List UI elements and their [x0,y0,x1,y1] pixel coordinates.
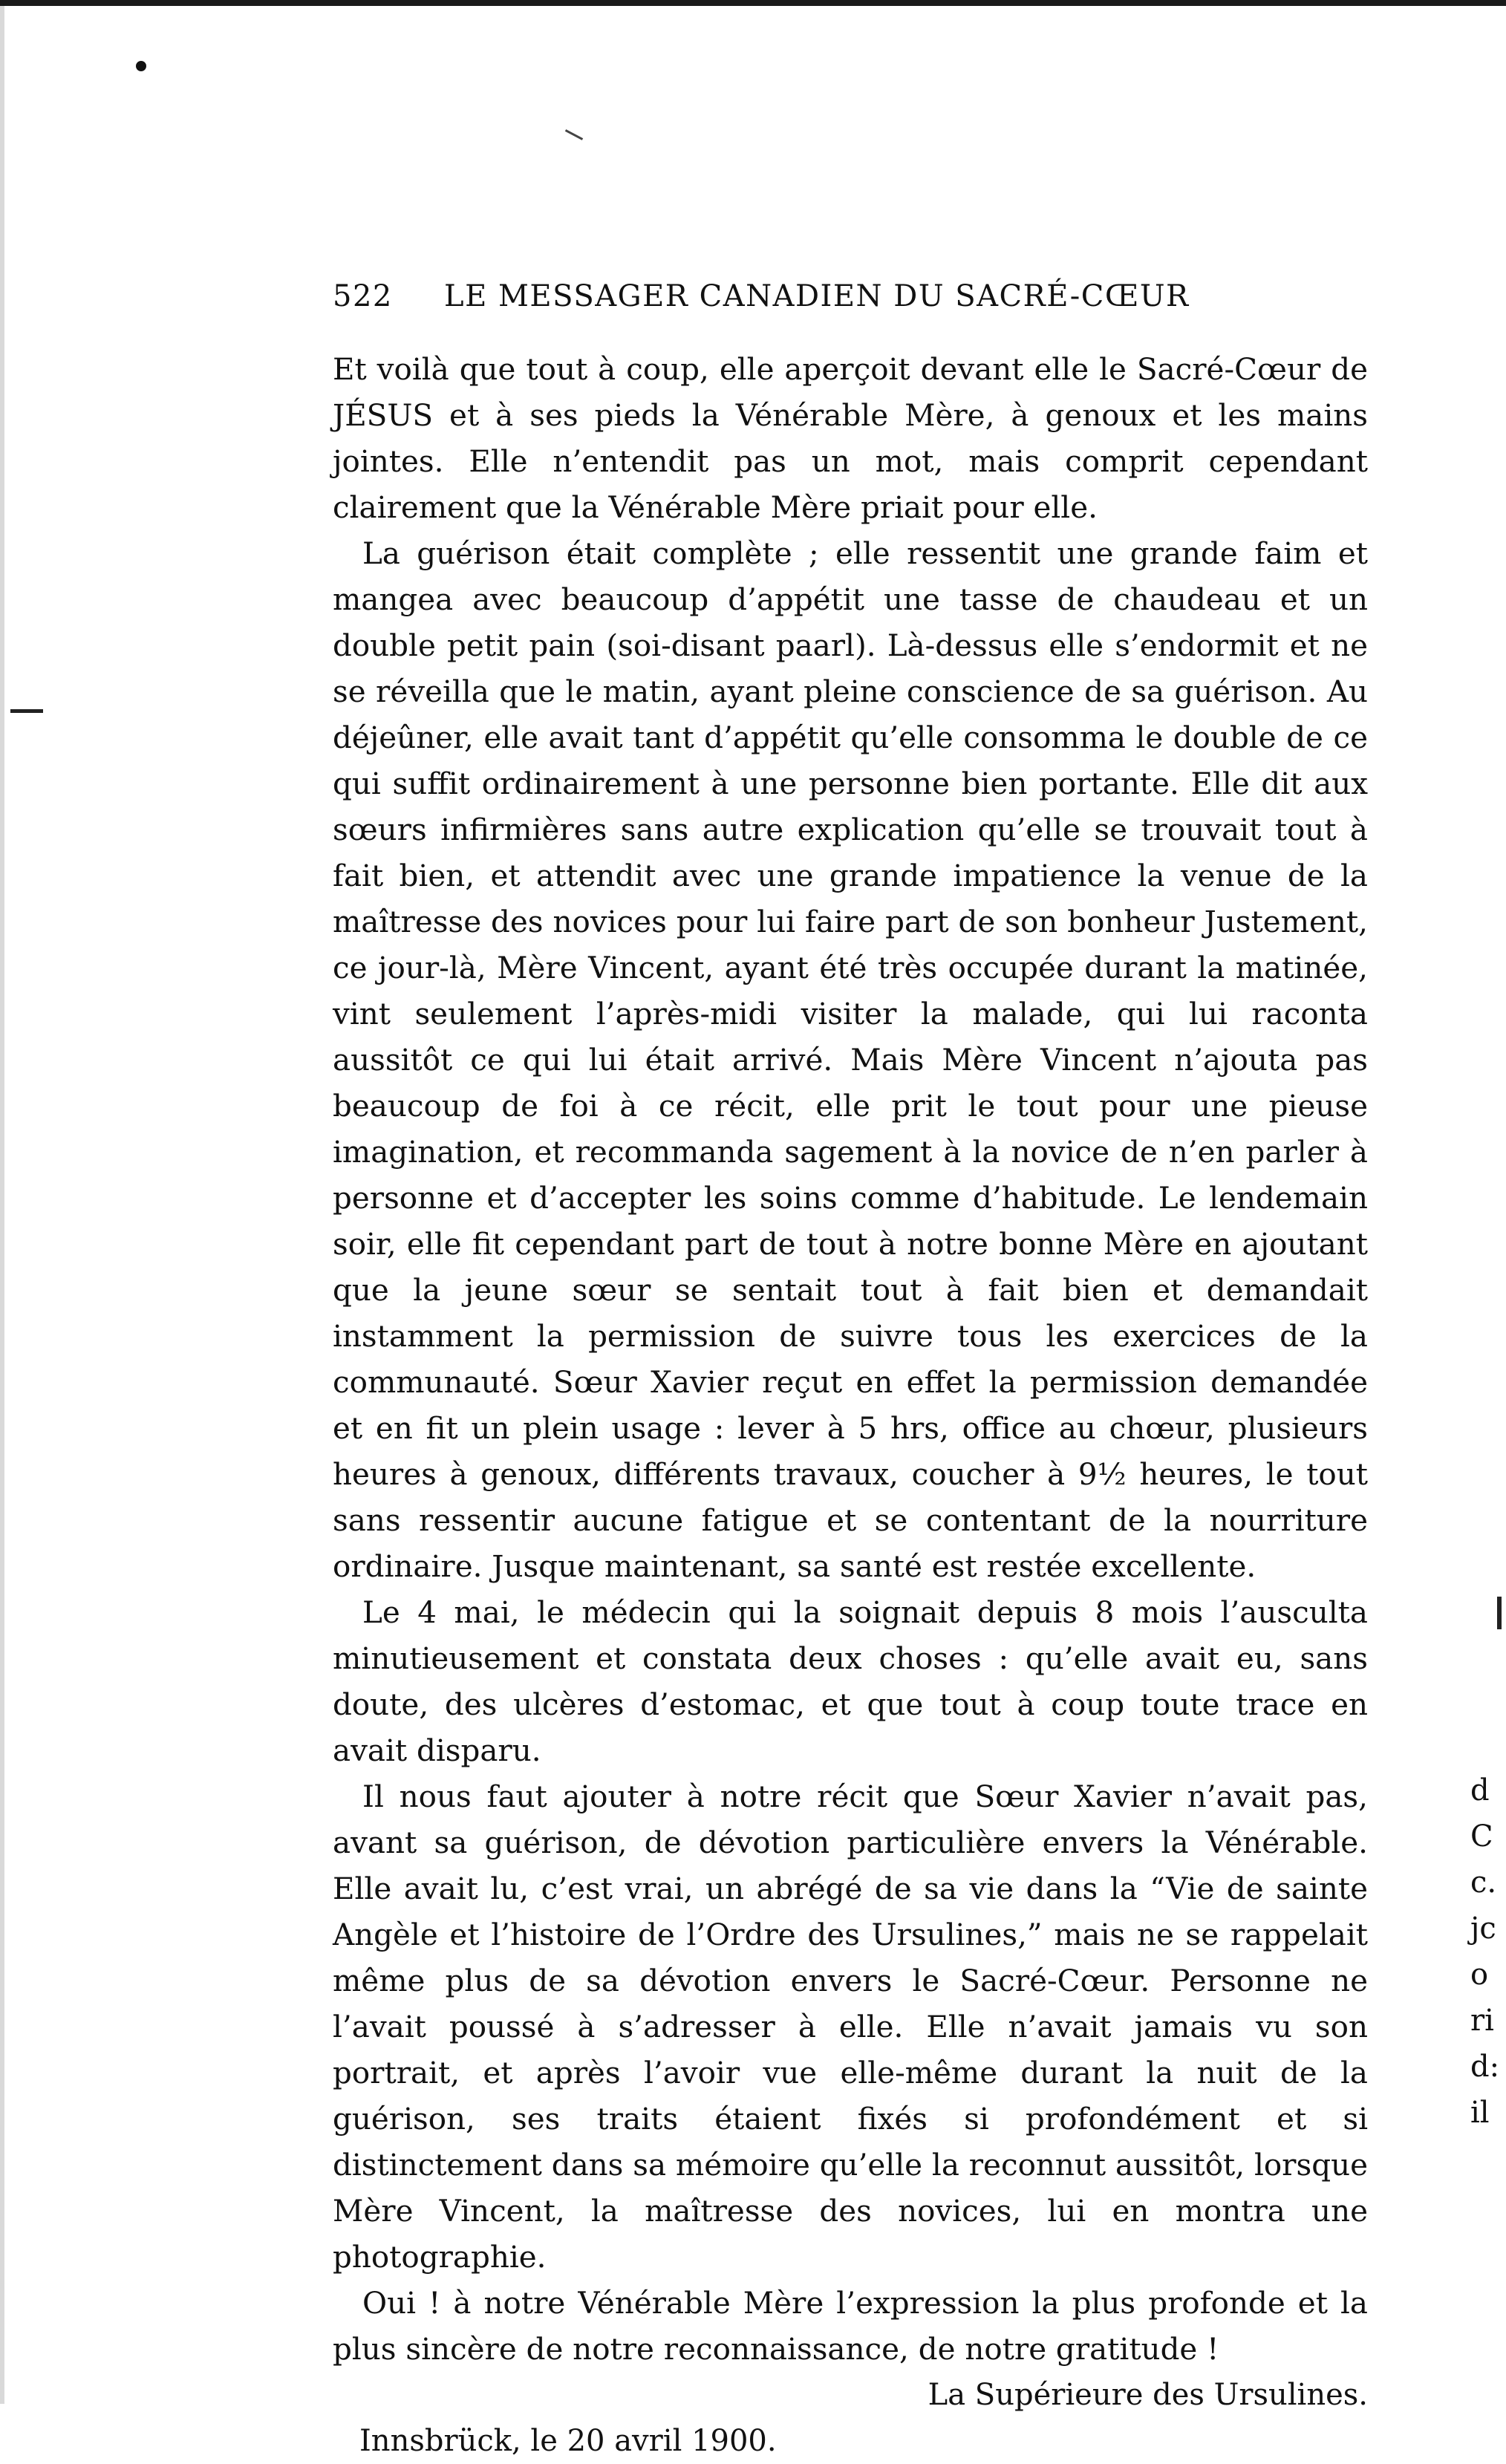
page-number: 522 [333,279,393,313]
book-page [333,279,1368,2464]
margin-fragment: o [1470,1958,1489,1992]
paragraph: Le 4 mai, le médecin qui la soignait depuis 8 mois l’ausculta minutieusement et constata deux choses : qu’elle avait eu, sans doute, des ulcères d’estomac, et que tout à coup toute trace en avait disparu. [333,1594,1368,1768]
signature: La Supérieure des Ursulines. [928,2378,1368,2412]
dateline: Innsbrück, le 20 avril 1900. [359,2424,777,2458]
ink-mark [565,129,583,140]
margin-fragment: c. [1470,1865,1497,1900]
margin-fragment: d [1470,1773,1490,1808]
adjacent-page-fragment [1470,1767,1506,2136]
right-margin-mark [1497,1597,1502,1629]
ink-spot [136,61,146,71]
scan-top-border [0,0,1506,6]
margin-fragment: C [1470,1819,1493,1854]
paragraph: Il nous faut ajouter à notre récit que Sœur Xavier n’avait pas, avant sa guérison, de dévotion particulière envers la Vénérable. Elle avait lu, c’est vrai, un abrégé de sa vie dans la “Vie de sainte Angèle et l’histoire de l’Ordre des Ursulines,” mais ne se rappelait même plus de sa dévotion envers le Sacré-Cœur. Personne ne l’avait poussé à s’adresser à elle. Elle n’avait jamais vu son portrait, et après l’avoir vue elle-même durant la nuit de la guérison, ses traits étaient fixés si profondément et si distinctement dans sa mémoire qu’elle la reconnut aussitôt, lorsque Mère Vincent, la maîtresse des novices, lui en montra une photographie. [333,1779,1368,2275]
paragraph: La guérison était complète ; elle ressentit une grande faim et mangea avec beaucoup d’appétit une tasse de chaudeau et un double petit pain (soi-disant paarl). Là-dessus elle s’endormit et ne se réveilla que le matin, ayant pleine conscience de sa guérison. Au déjeûner, elle avait tant d’appétit qu’elle consomma le double de ce qui suffit ordinairement à une personne bien portante. Elle dit aux sœurs infirmières sans autre explication qu’elle se trouvait tout à fait bien, et attendit avec une grande impatience la venue de la maîtresse des novices pour lui faire part de son bonheur Justement, ce jour-là, Mère Vincent, ayant été très occupée durant la matinée, vint seulement l’après-midi visiter la malade, qui lui raconta aussitôt ce qui lui était arrivé. Mais Mère Vincent n’ajouta pas beaucoup de foi à ce récit, elle prit le tout pour une pieuse imagination, et recommanda sagement à la novice de n’en parler à personne et d’accepter les soins comme d’habitude. Le lendemain soir, elle fit cependant part de tout à notre bonne Mère en ajoutant que la jeune sœur se sentait tout à fait bien et demandait instamment la permission de suivre tous les exercices de la communauté. Sœur Xavier reçut en effet la permission demandée et en fit un plein usage : lever à 5 hrs, office au chœur, plusieurs heures à genoux, différents travaux, coucher à 9½ heures, le tout sans ressentir aucune fatigue et se contentant de la nourriture ordinaire. Jusque maintenant, sa santé est restée excellente. [333,535,1368,1584]
body-text [333,346,1368,2372]
page-edge-shadow [0,0,4,2404]
margin-fragment: d: [1470,2050,1500,2084]
running-header [333,279,1368,346]
left-margin-mark [10,709,43,713]
margin-fragment: il [1470,2096,1490,2130]
paragraph: Oui ! à notre Vénérable Mère l’expression la plus profonde et la plus sincère de notre reconnaissance, de notre gratitude ! [333,2285,1368,2367]
paragraph: Et voilà que tout à coup, elle aperçoit devant elle le Sacré-Cœur de JÉSUS et à ses pieds la Vénérable Mère, à genoux et les mains jointes. Elle n’entendit pas un mot, mais comprit cependant clairement que la Vénérable Mère priait pour elle. [333,351,1368,525]
margin-fragment: jc [1470,1911,1496,1946]
running-title: LE MESSAGER CANADIEN DU SACRÉ-CŒUR [444,279,1190,313]
margin-fragment: ri [1470,2004,1494,2038]
